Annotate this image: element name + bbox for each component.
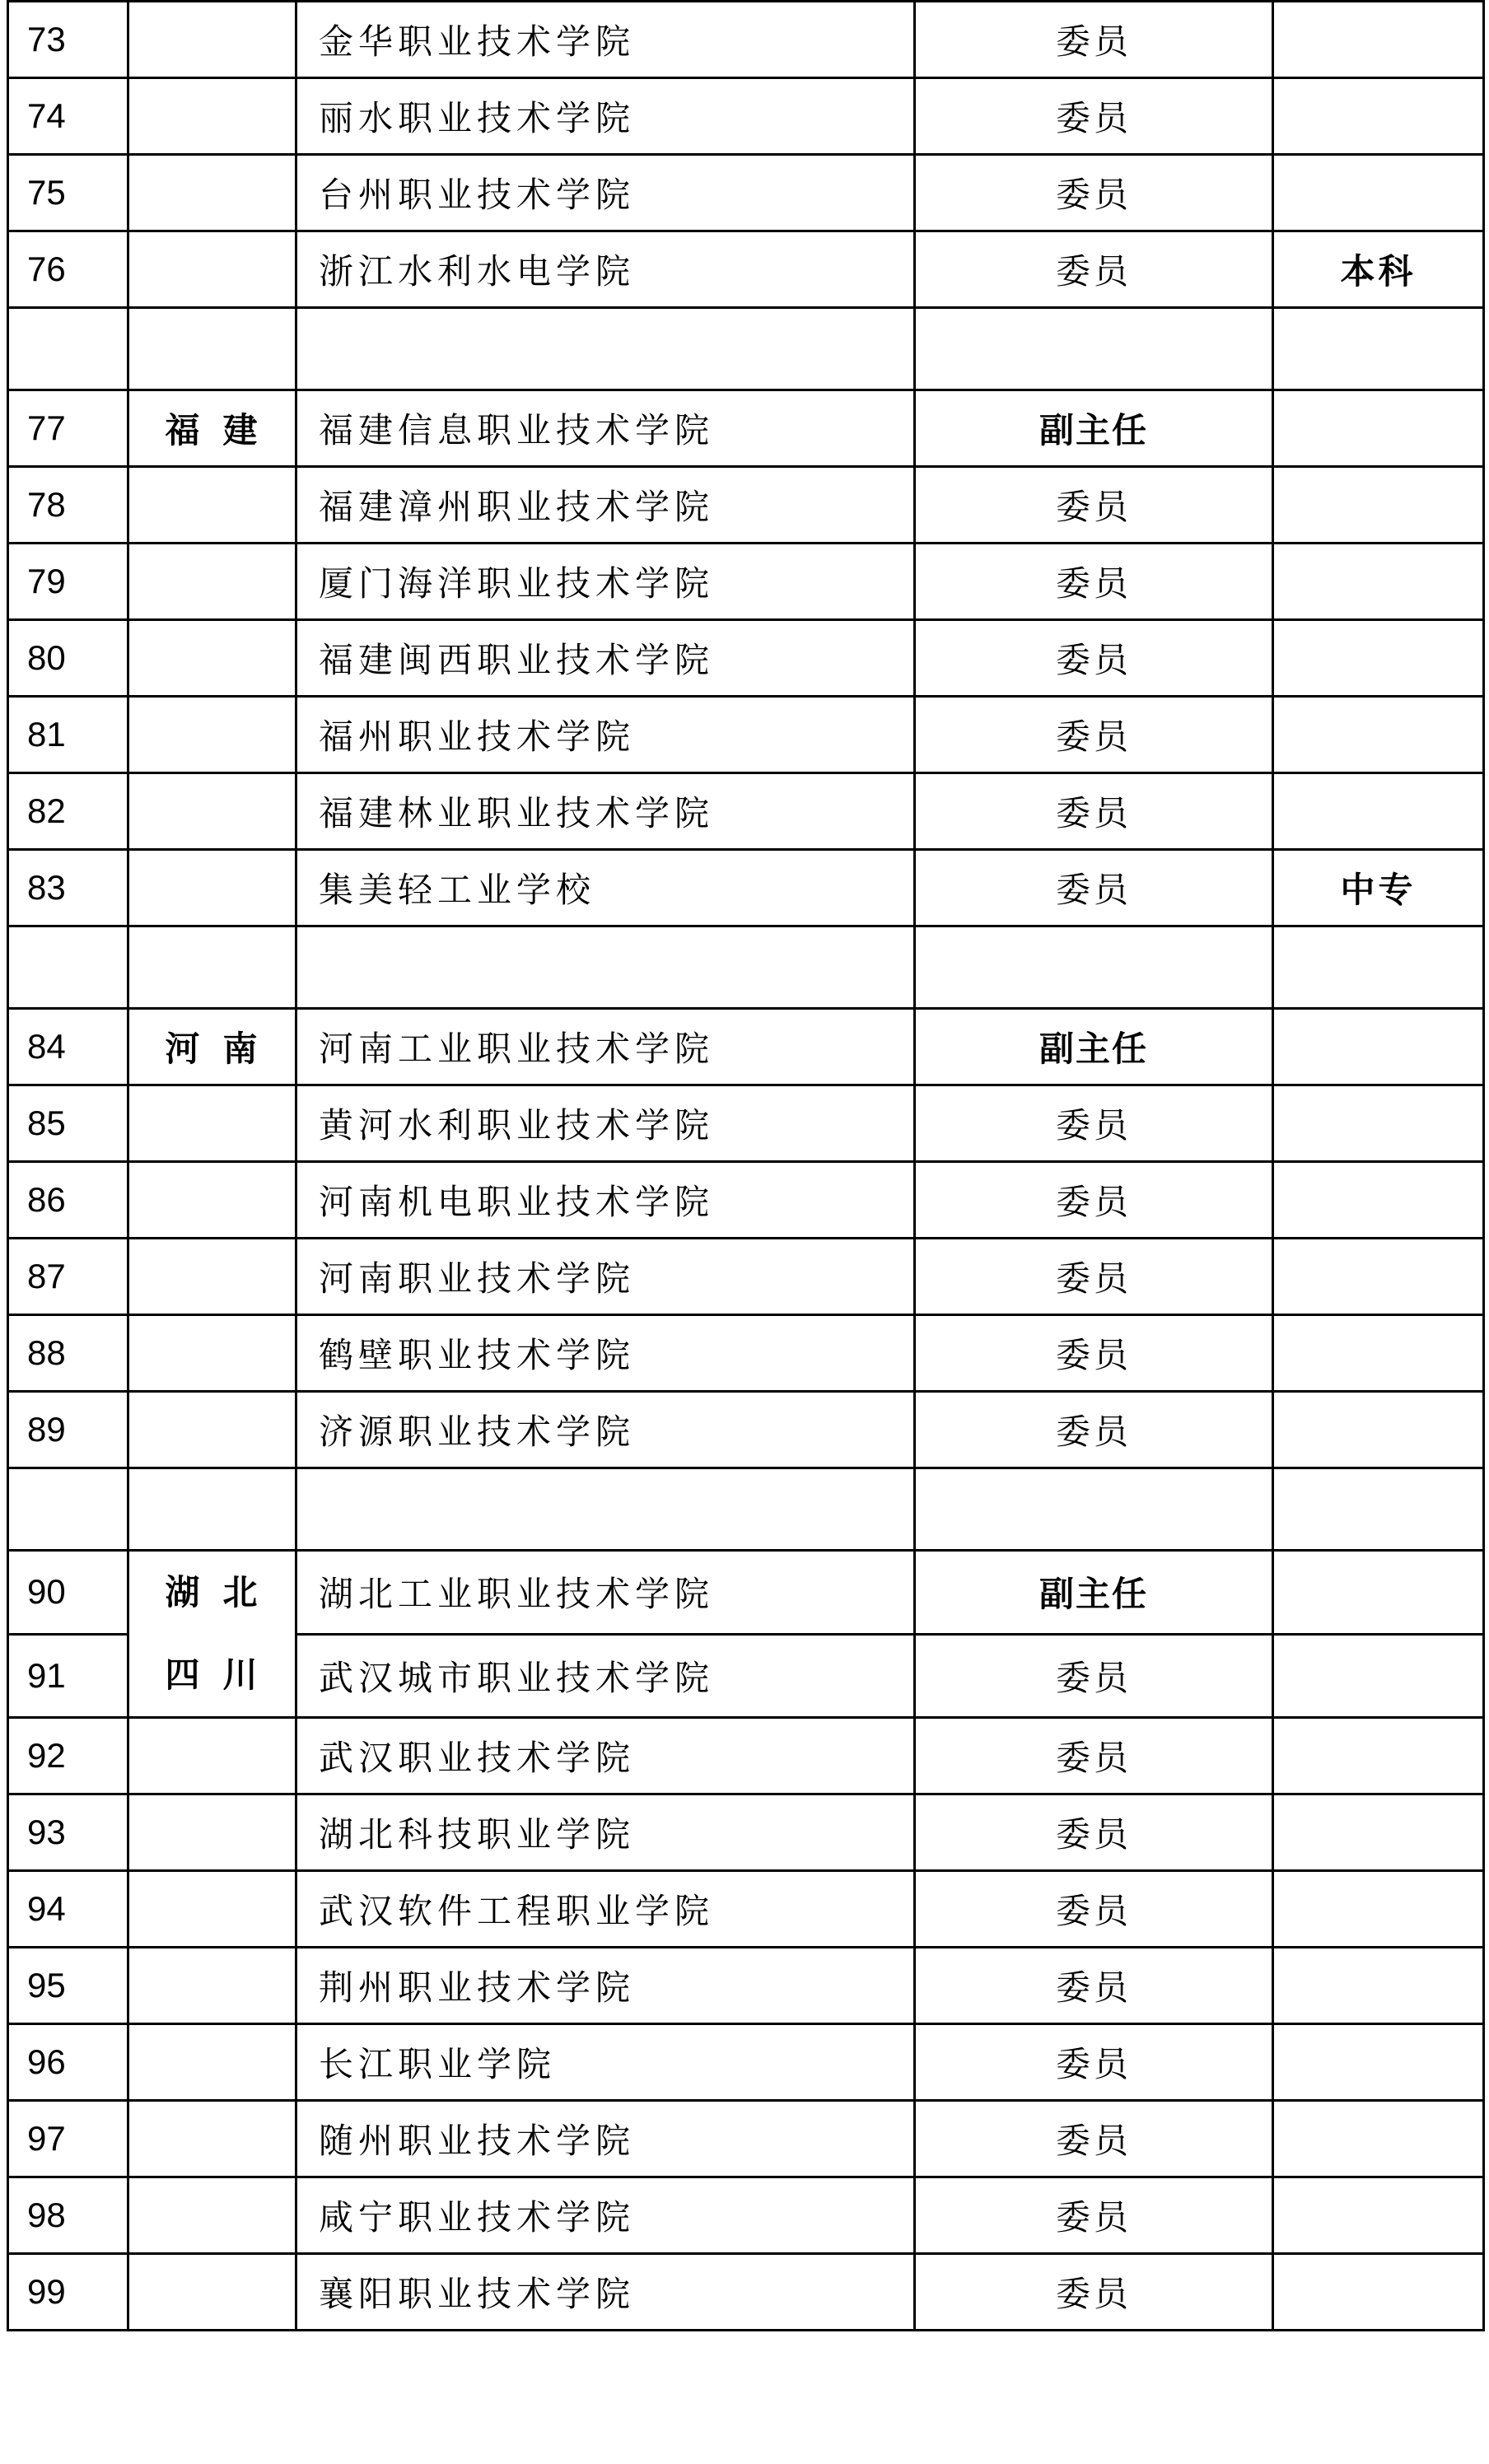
row-number: 87 (8, 1239, 128, 1315)
remark-cell (1273, 1871, 1484, 1948)
member-role: 委员 (915, 544, 1273, 620)
blank-cell (1273, 926, 1484, 1009)
institution-name: 福州职业技术学院 (296, 697, 915, 773)
row-number: 96 (8, 2024, 128, 2101)
row-number: 86 (8, 1162, 128, 1239)
remark-cell (1273, 1794, 1484, 1871)
province-cell (128, 2, 296, 78)
institution-name: 湖北工业职业技术学院 (296, 1551, 915, 1635)
table-row (8, 1551, 1484, 1635)
remark-cell (1273, 2024, 1484, 2101)
province-cell (128, 2254, 296, 2331)
remark-cell (1273, 697, 1484, 773)
blank-cell (128, 308, 296, 390)
table-row (8, 1794, 1484, 1871)
row-number: 80 (8, 620, 128, 697)
remark-cell: 本科 (1273, 231, 1484, 308)
province-cell (128, 1392, 296, 1468)
row-number: 95 (8, 1948, 128, 2024)
table-row (8, 1948, 1484, 2024)
institution-name: 襄阳职业技术学院 (296, 2254, 915, 2331)
table-row (8, 1392, 1484, 1468)
blank-cell (128, 1468, 296, 1551)
remark-cell (1273, 1718, 1484, 1794)
province-cell (128, 544, 296, 620)
province-cell (128, 2101, 296, 2177)
table-row (8, 1009, 1484, 1085)
remark-cell (1273, 2101, 1484, 2177)
province-cell (128, 155, 296, 231)
member-role: 委员 (915, 2177, 1273, 2254)
institution-name: 浙江水利水电学院 (296, 231, 915, 308)
province-cell (128, 773, 296, 850)
blank-cell (915, 1468, 1273, 1551)
institution-name: 随州职业技术学院 (296, 2101, 915, 2177)
member-role: 副主任 (915, 1551, 1273, 1635)
member-role: 委员 (915, 1392, 1273, 1468)
member-role: 委员 (915, 1085, 1273, 1162)
remark-cell (1273, 2254, 1484, 2331)
table-row (8, 620, 1484, 697)
remark-cell (1273, 390, 1484, 467)
remark-cell (1273, 2177, 1484, 2254)
institution-name: 福建林业职业技术学院 (296, 773, 915, 850)
row-number: 84 (8, 1009, 128, 1085)
table-row (8, 1315, 1484, 1392)
table-row (8, 1718, 1484, 1794)
province-cell (128, 697, 296, 773)
member-role: 委员 (915, 2024, 1273, 2101)
remark-cell (1273, 773, 1484, 850)
table-row (8, 773, 1484, 850)
row-number: 79 (8, 544, 128, 620)
remark-cell (1273, 2, 1484, 78)
row-number: 91 (8, 1634, 128, 1718)
remark-cell (1273, 1009, 1484, 1085)
remark-cell (1273, 78, 1484, 155)
institution-name: 丽水职业技术学院 (296, 78, 915, 155)
province-cell (128, 1948, 296, 2024)
row-number: 92 (8, 1718, 128, 1794)
blank-cell (8, 308, 128, 390)
member-role: 委员 (915, 231, 1273, 308)
member-role: 委员 (915, 467, 1273, 544)
table-row (8, 2024, 1484, 2101)
province-cell (128, 1871, 296, 1948)
institution-name: 福建信息职业技术学院 (296, 390, 915, 467)
table-row (8, 1871, 1484, 1948)
institution-name: 鹤壁职业技术学院 (296, 1315, 915, 1392)
province-cell (128, 1718, 296, 1794)
institution-name: 集美轻工业学校 (296, 850, 915, 926)
member-role: 委员 (915, 1634, 1273, 1718)
member-role: 委员 (915, 78, 1273, 155)
row-number: 82 (8, 773, 128, 850)
member-role: 委员 (915, 773, 1273, 850)
institution-name: 河南工业职业技术学院 (296, 1009, 915, 1085)
institution-name: 湖北科技职业学院 (296, 1794, 915, 1871)
row-number: 75 (8, 155, 128, 231)
blank-separator-row (8, 308, 1484, 390)
row-number: 73 (8, 2, 128, 78)
row-number: 90 (8, 1551, 128, 1635)
blank-cell (296, 926, 915, 1009)
institution-name: 金华职业技术学院 (296, 2, 915, 78)
table-row (8, 155, 1484, 231)
province-cell (128, 2177, 296, 2254)
row-number: 78 (8, 467, 128, 544)
institution-name: 河南机电职业技术学院 (296, 1162, 915, 1239)
blank-cell (296, 308, 915, 390)
member-role: 副主任 (915, 390, 1273, 467)
member-role: 委员 (915, 850, 1273, 926)
member-role: 委员 (915, 1162, 1273, 1239)
institution-name: 河南职业技术学院 (296, 1239, 915, 1315)
member-role: 委员 (915, 620, 1273, 697)
institution-name: 济源职业技术学院 (296, 1392, 915, 1468)
table-row (8, 78, 1484, 155)
row-number: 85 (8, 1085, 128, 1162)
institution-name: 台州职业技术学院 (296, 155, 915, 231)
institution-name: 福建闽西职业技术学院 (296, 620, 915, 697)
province-cell: 河南 (128, 1009, 296, 1085)
member-role: 委员 (915, 2, 1273, 78)
remark-cell (1273, 155, 1484, 231)
remark-cell (1273, 1315, 1484, 1392)
member-role: 委员 (915, 2101, 1273, 2177)
blank-cell (128, 926, 296, 1009)
institution-name: 武汉职业技术学院 (296, 1718, 915, 1794)
row-number: 94 (8, 1871, 128, 1948)
table-row (8, 544, 1484, 620)
table-row (8, 2101, 1484, 2177)
row-number: 74 (8, 78, 128, 155)
remark-cell (1273, 1392, 1484, 1468)
remark-cell (1273, 467, 1484, 544)
institution-name: 福建漳州职业技术学院 (296, 467, 915, 544)
province-cell (128, 231, 296, 308)
remark-cell (1273, 1162, 1484, 1239)
province-label-top: 湖北 (165, 1572, 281, 1612)
table-row (8, 1162, 1484, 1239)
institution-name: 厦门海洋职业技术学院 (296, 544, 915, 620)
table-row (8, 2, 1484, 78)
province-cell (128, 620, 296, 697)
province-cell: 福建 (128, 390, 296, 467)
institution-name: 咸宁职业技术学院 (296, 2177, 915, 2254)
row-number: 81 (8, 697, 128, 773)
province-cell (128, 1239, 296, 1315)
province-cell (128, 1315, 296, 1392)
table-row (8, 231, 1484, 308)
table-row (8, 1085, 1484, 1162)
member-role: 委员 (915, 697, 1273, 773)
remark-cell (1273, 620, 1484, 697)
province-cell (128, 467, 296, 544)
blank-cell (8, 926, 128, 1009)
blank-cell (8, 1468, 128, 1551)
row-number: 88 (8, 1315, 128, 1392)
province-cell (128, 1162, 296, 1239)
table-row (8, 390, 1484, 467)
province-cell (128, 2024, 296, 2101)
row-number: 99 (8, 2254, 128, 2331)
remark-cell (1273, 1948, 1484, 2024)
remark-cell (1273, 1085, 1484, 1162)
province-cell (128, 78, 296, 155)
member-role: 委员 (915, 1794, 1273, 1871)
institution-name: 黄河水利职业技术学院 (296, 1085, 915, 1162)
table-row (8, 2177, 1484, 2254)
table-row (8, 1239, 1484, 1315)
blank-separator-row (8, 926, 1484, 1009)
remark-cell (1273, 1551, 1484, 1635)
table-row (8, 2254, 1484, 2331)
table-row (8, 697, 1484, 773)
institution-name: 荆州职业技术学院 (296, 1948, 915, 2024)
row-number: 93 (8, 1794, 128, 1871)
institution-name: 武汉软件工程职业学院 (296, 1871, 915, 1948)
member-role: 委员 (915, 155, 1273, 231)
remark-cell (1273, 1239, 1484, 1315)
province-label-bottom: 四川 (165, 1654, 281, 1695)
province-cell (128, 1085, 296, 1162)
blank-separator-row (8, 1468, 1484, 1551)
member-role: 委员 (915, 1718, 1273, 1794)
remark-cell: 中专 (1273, 850, 1484, 926)
row-number: 77 (8, 390, 128, 467)
blank-cell (1273, 308, 1484, 390)
blank-cell (296, 1468, 915, 1551)
province-cell (128, 1794, 296, 1871)
remark-cell (1273, 1634, 1484, 1718)
institution-name: 长江职业学院 (296, 2024, 915, 2101)
member-table (7, 0, 1485, 2331)
row-number: 97 (8, 2101, 128, 2177)
row-number: 83 (8, 850, 128, 926)
member-role: 委员 (915, 1948, 1273, 2024)
table-row (8, 467, 1484, 544)
row-number: 89 (8, 1392, 128, 1468)
remark-cell (1273, 544, 1484, 620)
blank-cell (1273, 1468, 1484, 1551)
member-role: 委员 (915, 2254, 1273, 2331)
row-number: 98 (8, 2177, 128, 2254)
table-row (8, 850, 1484, 926)
province-cell (128, 1551, 296, 1718)
province-cell (128, 850, 296, 926)
blank-cell (915, 308, 1273, 390)
institution-name: 武汉城市职业技术学院 (296, 1634, 915, 1718)
member-role: 委员 (915, 1871, 1273, 1948)
member-role: 委员 (915, 1239, 1273, 1315)
member-role: 副主任 (915, 1009, 1273, 1085)
blank-cell (915, 926, 1273, 1009)
row-number: 76 (8, 231, 128, 308)
member-role: 委员 (915, 1315, 1273, 1392)
